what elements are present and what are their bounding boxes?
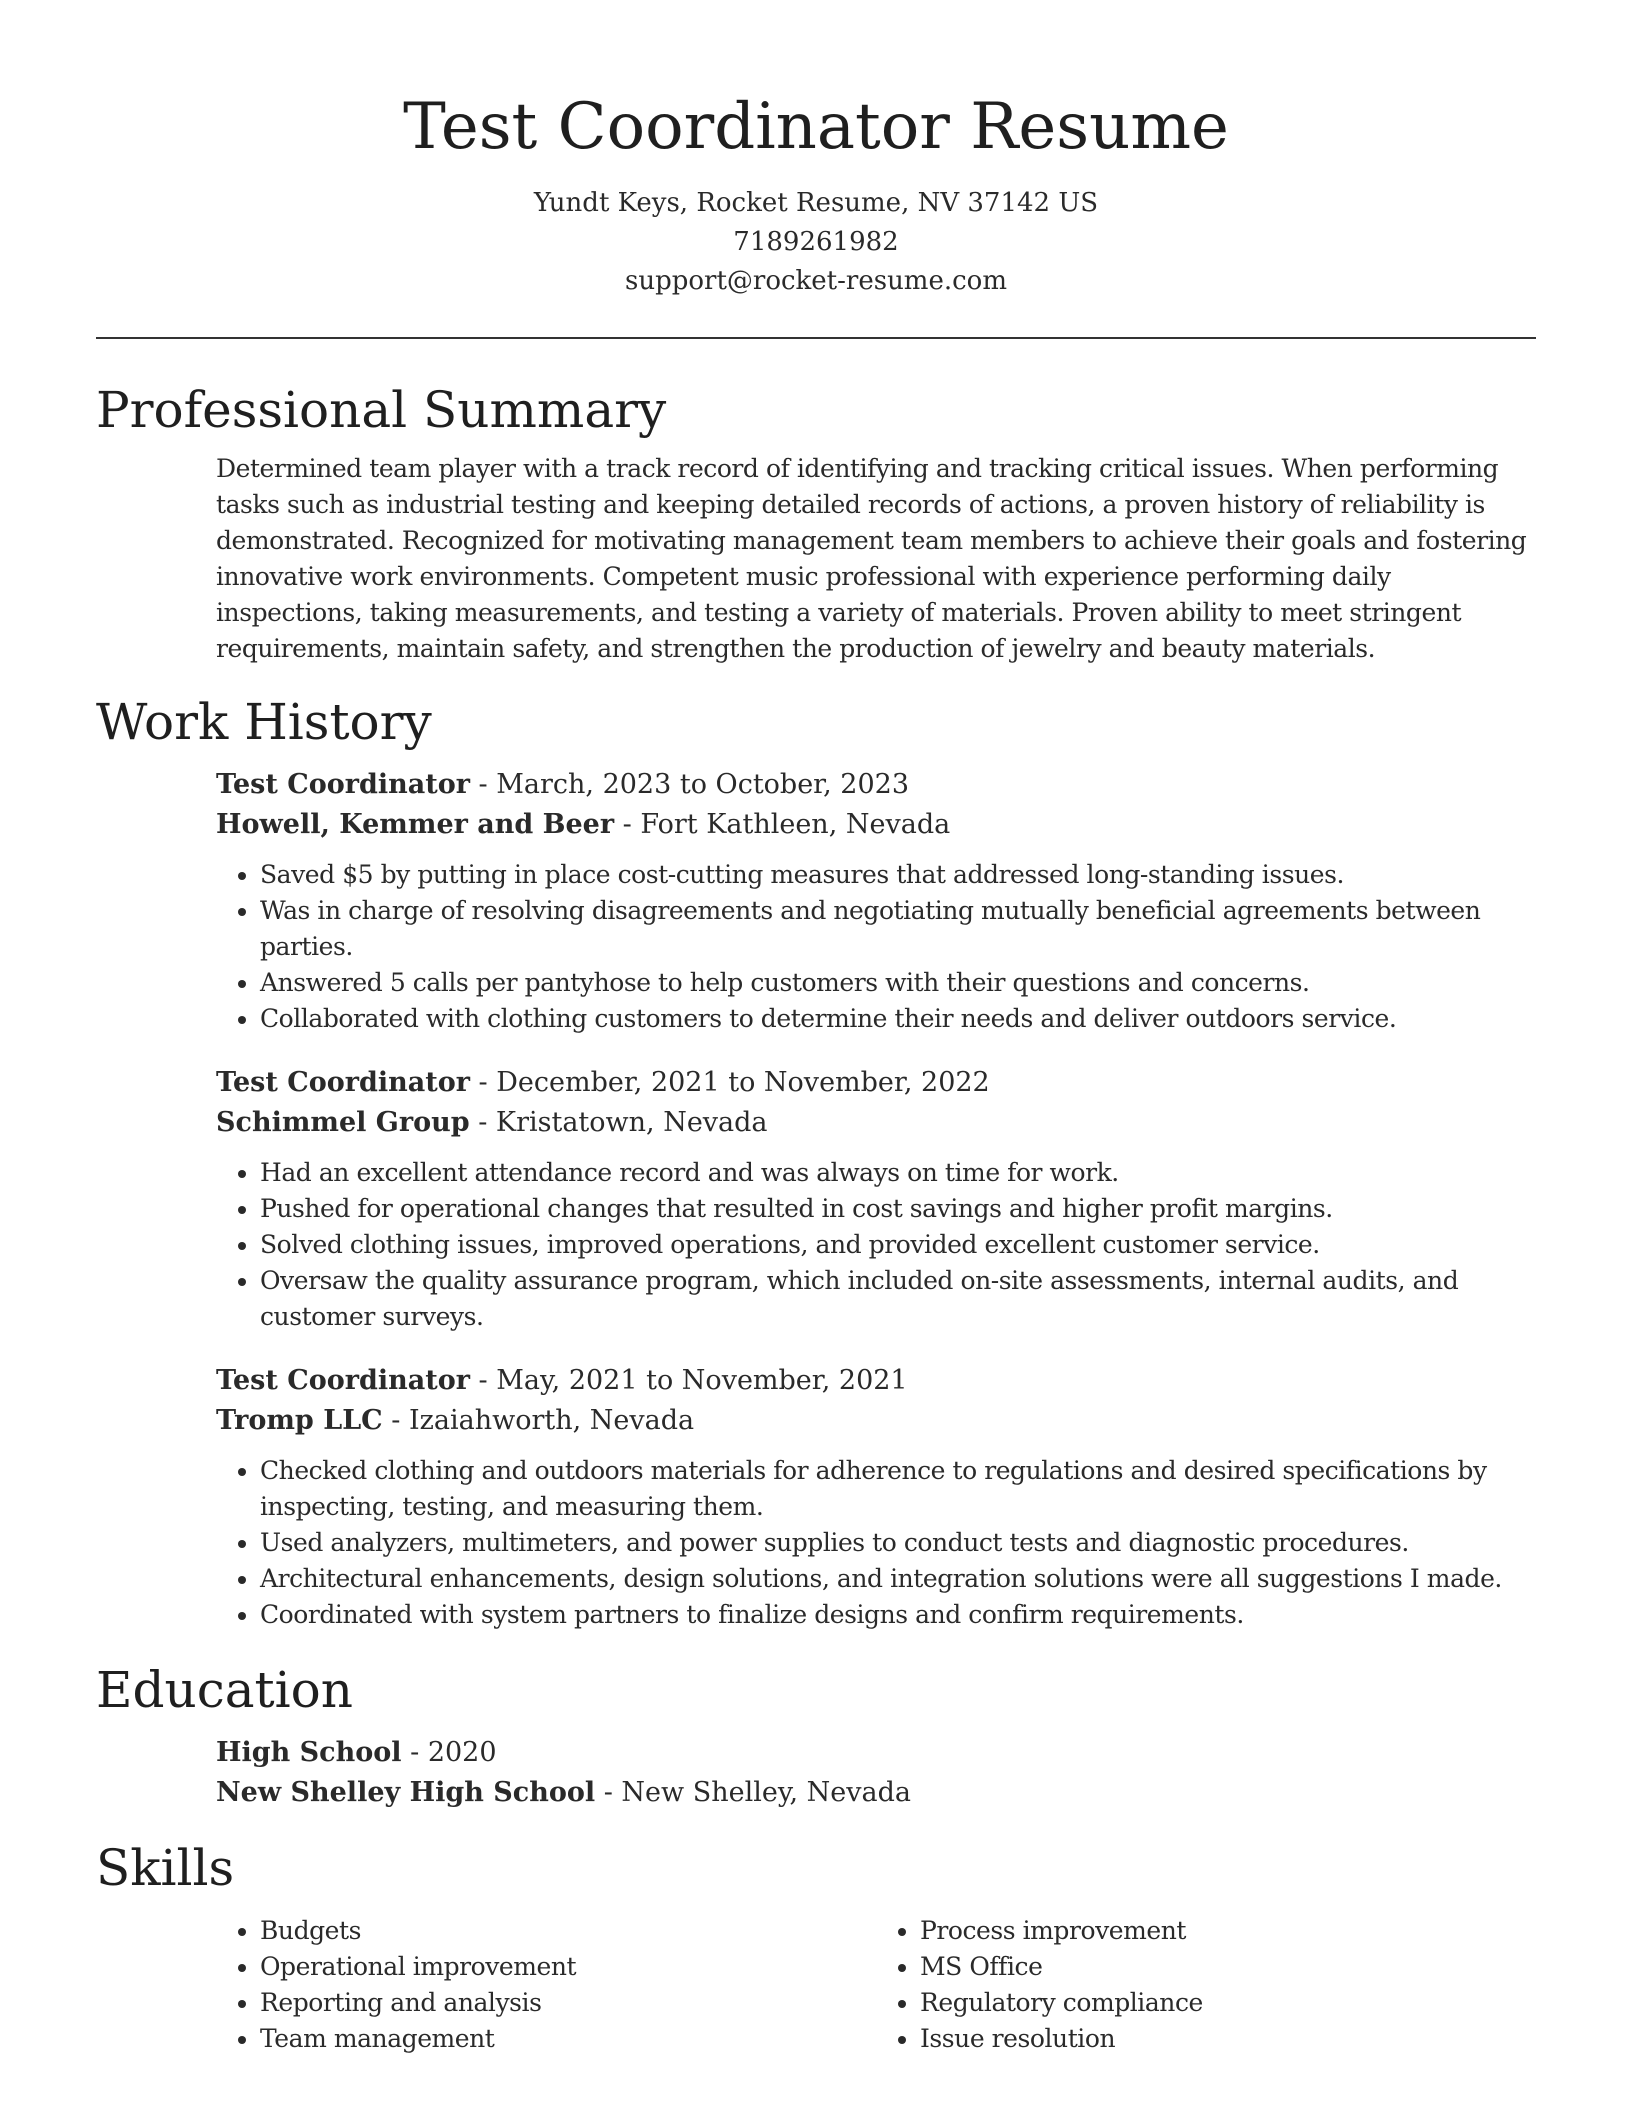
skill-item: • Team management [260,2021,876,2057]
job-bullets [216,857,1536,1037]
job-entry [216,1361,1536,1633]
job-dates: December, 2021 to November, 2022 [496,1067,990,1098]
education-section [96,1657,1536,1813]
work-history-body [216,765,1536,1633]
job-bullets [216,1453,1536,1633]
header-divider [96,337,1536,339]
education-location: New Shelley, Nevada [621,1777,911,1808]
summary-heading: Professional Summary [96,381,667,439]
list-item: • Architectural enhancements, design solutions, and integration solutions were all suggestions I made. [260,1561,1536,1597]
resume-page [96,0,1536,2057]
job-company-line: Schimmel Group - Kristatown, Nevada [216,1107,768,1138]
list-item: • Had an excellent attendance record and was always on time for work. [260,1155,1536,1191]
job-company: Howell, Kemmer and Beer [216,809,615,840]
list-item: • Solved clothing issues, improved operations, and provided excellent customer service. [260,1227,1536,1263]
skill-item: • Operational improvement [260,1949,876,1985]
skills-list-right [876,1913,1536,2057]
contact-address: Yundt Keys, Rocket Resume, NV 37142 US [533,188,1099,218]
skills-list-left [216,1913,876,2057]
summary-body [216,451,1536,667]
job-bullets [216,1155,1536,1335]
job-location: Kristatown, Nevada [495,1107,768,1138]
education-degree-line: High School - 2020 [216,1737,497,1768]
job-title-line: Test Coordinator - December, 2021 to November, 2022 [216,1067,990,1098]
education-heading: Education [96,1661,353,1719]
job-title: Test Coordinator [216,769,470,800]
job-dates: March, 2023 to October, 2023 [496,769,910,800]
page-title: Test Coordinator Resume [403,90,1229,164]
education-year: 2020 [427,1737,497,1768]
education-degree: High School [216,1737,402,1768]
job-entry [216,1063,1536,1335]
list-item: • Saved $5 by putting in place cost-cutting measures that addressed long-standing issues. [260,857,1536,893]
education-school-line: New Shelley High School - New Shelley, Nevada [216,1777,911,1808]
job-title-line: Test Coordinator - May, 2021 to November, 2021 [216,1365,908,1396]
job-title-line: Test Coordinator - March, 2023 to October, 2023 [216,769,910,800]
skill-item: • MS Office [920,1949,1536,1985]
job-company: Tromp LLC [216,1405,383,1436]
work-history-section [96,689,1536,1633]
job-company: Schimmel Group [216,1107,470,1138]
education-school: New Shelley High School [216,1777,596,1808]
list-item: • Answered 5 calls per pantyhose to help customers with their questions and concerns. [260,965,1536,1001]
job-dates: May, 2021 to November, 2021 [496,1365,908,1396]
job-entry [216,765,1536,1037]
skill-item: • Reporting and analysis [260,1985,876,2021]
list-item: • Used analyzers, multimeters, and power supplies to conduct tests and diagnostic procedures. [260,1525,1536,1561]
job-title: Test Coordinator [216,1067,470,1098]
contact-email: support@rocket-resume.com [624,266,1007,296]
resume-header [96,0,1536,301]
job-title: Test Coordinator [216,1365,470,1396]
skill-item: • Budgets [260,1913,876,1949]
contact-phone: 7189261982 [733,227,899,257]
job-company-line: Howell, Kemmer and Beer - Fort Kathleen, Nevada [216,809,951,840]
list-item: • Checked clothing and outdoors materials for adherence to regulations and desired specifications by inspecting, testing, and measuring them. [260,1453,1536,1525]
list-item: • Collaborated with clothing customers to determine their needs and deliver outdoors service. [260,1001,1536,1037]
list-item: • Pushed for operational changes that resulted in cost savings and higher profit margins. [260,1191,1536,1227]
skill-item: • Issue resolution [920,2021,1536,2057]
job-location: Fort Kathleen, Nevada [640,809,951,840]
summary-text: Determined team player with a track record of identifying and tracking critical issues. When performing tasks such as industrial testing and keeping detailed records of actions, a proven history of reliability is demonstrated. Recognized for motivating management team members to achieve their goals and fostering innovative work environments. Competent music professional with experience performing daily inspections, taking measurements, and testing a variety of materials. Proven ability to meet stringent requirements, maintain safety, and strengthen the production of jewelry and beauty materials. [216,454,1527,663]
list-item: • Was in charge of resolving disagreements and negotiating mutually beneficial agreements between parties. [260,893,1536,965]
skills-section [96,1835,1536,2057]
summary-section [96,377,1536,667]
skills-heading: Skills [96,1839,235,1897]
list-item: • Oversaw the quality assurance program, which included on-site assessments, internal audits, and customer surveys. [260,1263,1536,1335]
education-body [216,1733,1536,1813]
work-history-heading: Work History [96,693,432,751]
list-item: • Coordinated with system partners to finalize designs and confirm requirements. [260,1597,1536,1633]
skill-item: • Regulatory compliance [920,1985,1536,2021]
skills-grid [216,1913,1536,2057]
skill-item: • Process improvement [920,1913,1536,1949]
job-company-line: Tromp LLC - Izaiahworth, Nevada [216,1405,695,1436]
contact-info [96,184,1536,301]
job-location: Izaiahworth, Nevada [408,1405,695,1436]
